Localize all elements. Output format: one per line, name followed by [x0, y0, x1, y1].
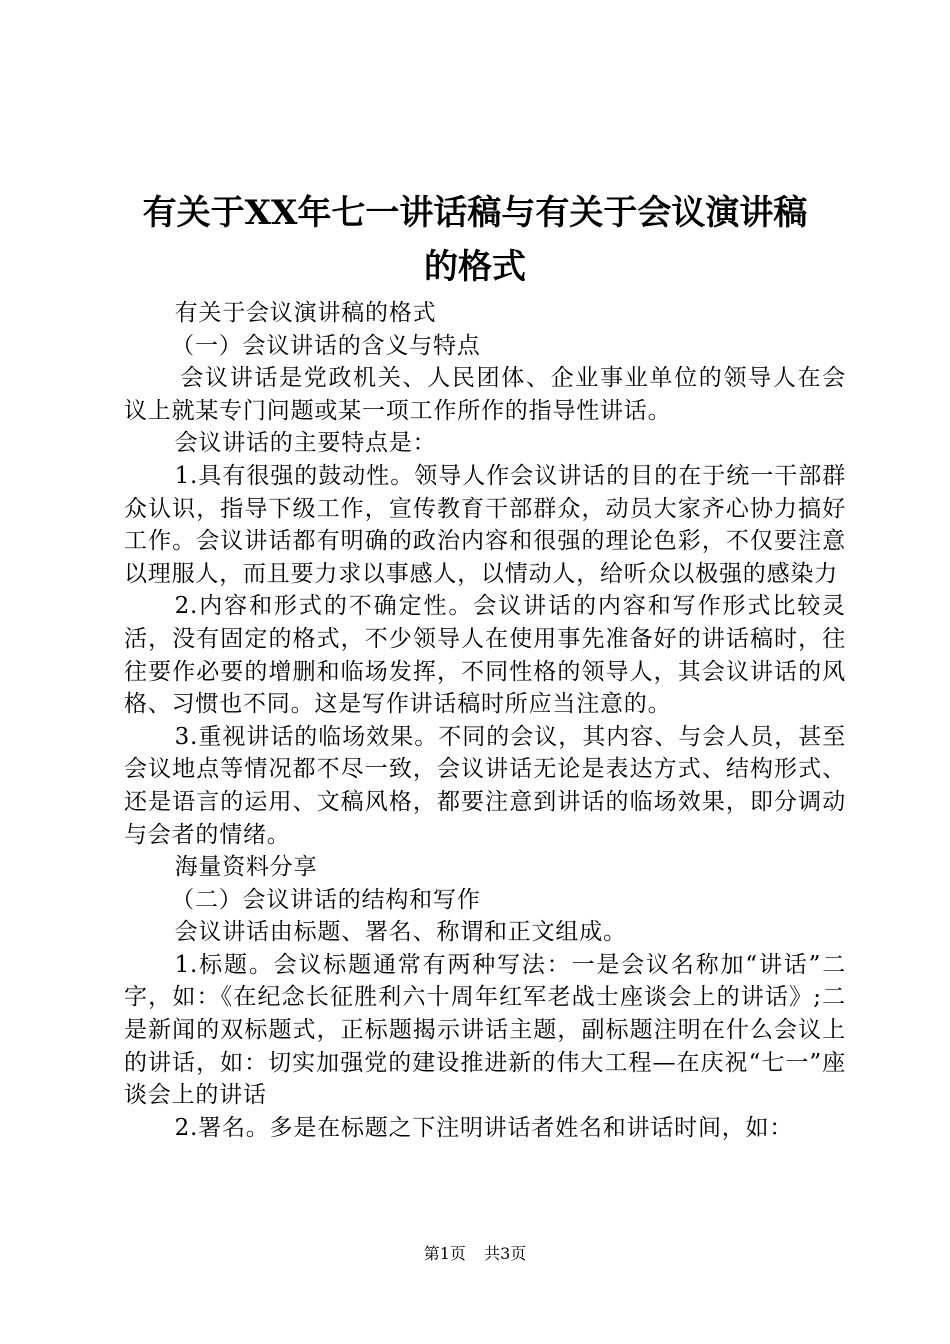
body-paragraph: 海量资料分享 [174, 854, 318, 881]
body-paragraph: 会议讲话是党政机关、人民团体、企业事业单位的领导人在会议上就某专门问题或某一项工作所作的指导性讲话。 [124, 365, 846, 424]
title-line-1: 有关于XX年七一讲话稿与有关于会议演讲稿 [142, 193, 808, 233]
list-item-1: 1.具有很强的鼓动性。领导人作会议讲话的目的在于统一干部群众认识，指导下级工作，宣传教育干部群众，动员大家齐心协力搞好工作。会议讲话都有明确的政治内容和很强的理论色彩，不仅要注意以理服人，而且要力求以事感人，以情动人，给听众以极强的感染力 [124, 462, 846, 587]
page-number-current: 第1页 [423, 1244, 466, 1263]
body-paragraph: 会议讲话由标题、署名、称谓和正文组成。 [174, 919, 627, 946]
title-line-2: 的格式 [424, 247, 526, 287]
list-item-1: 1.标题。会议标题通常有两种写法：一是会议名称加“讲话”二字，如：《在纪念长征胜利六十周年红军老战士座谈会上的讲话》;二是新闻的双标题式，正标题揭示讲话主题，副标题注明在什么会议上的讲话，如：切实加强党的建设推进新的伟大工程—在庆祝“七一”座谈会上的讲话 [124, 951, 846, 1109]
section-heading-2: （二）会议讲话的结构和写作 [171, 886, 481, 913]
body-paragraph: 会议讲话的主要特点是： [174, 430, 437, 457]
document-body [124, 297, 846, 1144]
subtitle-paragraph: 有关于会议演讲稿的格式 [174, 300, 437, 326]
section-heading-1: （一）会议讲话的含义与特点 [171, 332, 481, 359]
list-item-3: 3.重视讲话的临场效果。不同的会议，其内容、与会人员，甚至会议地点等情况都不尽一致，会议讲话无论是表达方式、结构形式、还是语言的运用、文稿风格，都要注意到讲话的临场效果，即分调动与会者的情绪。 [124, 723, 846, 848]
list-item-2: 2.署名。多是在标题之下注明讲话者姓名和讲话时间，如： [174, 1114, 794, 1141]
document-title [120, 186, 830, 294]
page-footer [0, 1244, 950, 1264]
page-number-total: 共3页 [484, 1244, 527, 1263]
list-item-2: 2.内容和形式的不确定性。会议讲话的内容和写作形式比较灵活，没有固定的格式，不少领导人在使用事先准备好的讲话稿时，往往要作必要的增删和临场发挥，不同性格的领导人，其会议讲话的风格、习惯也不同。这是写作讲话稿时所应当注意的。 [124, 593, 846, 718]
